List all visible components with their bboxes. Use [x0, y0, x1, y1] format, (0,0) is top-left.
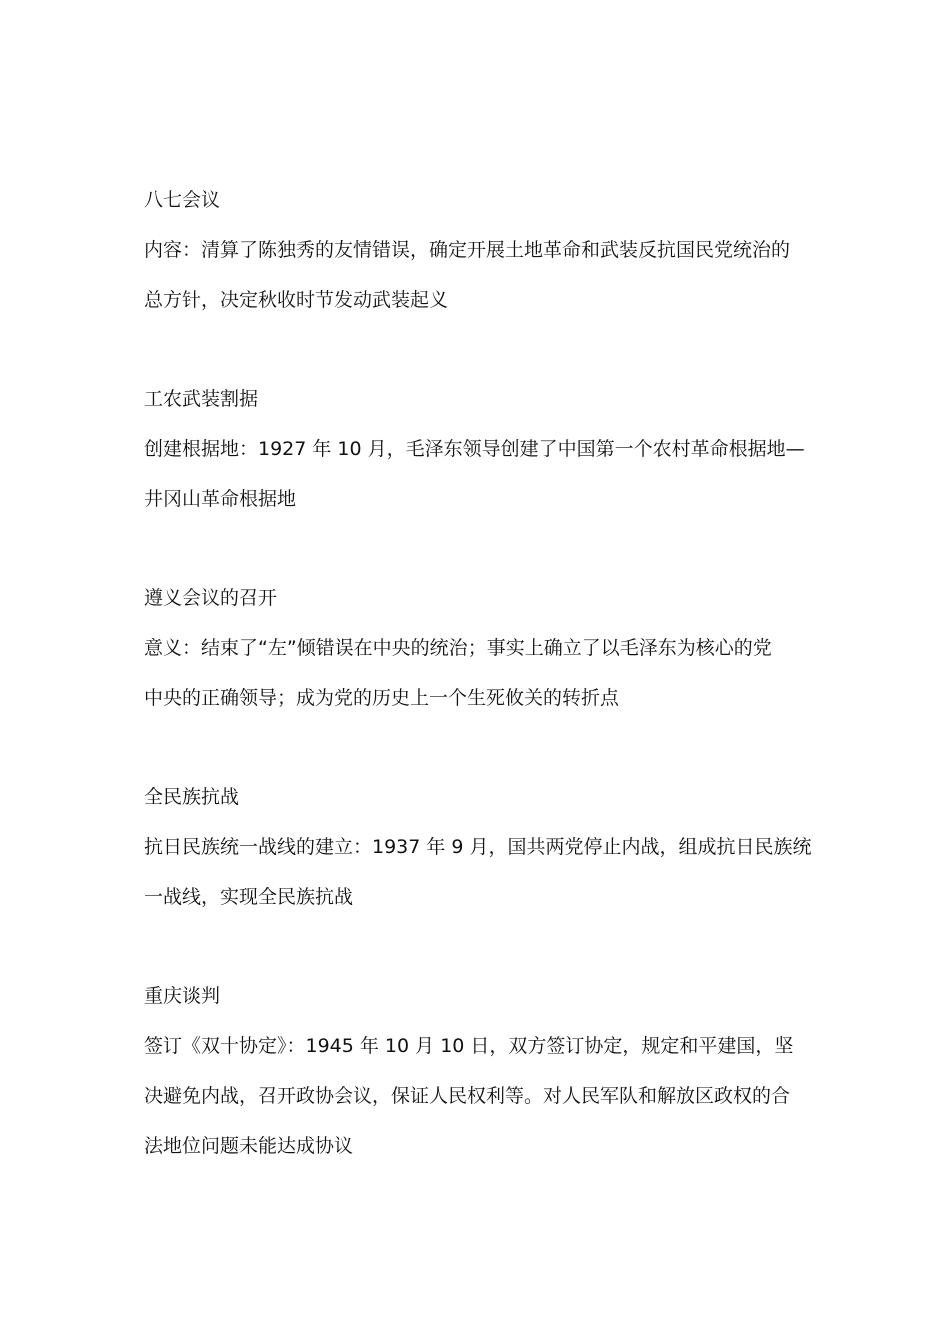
paragraph-line: 意义：结束了“左”倾错误在中央的统治；事实上确立了以毛泽东为核心的党 — [144, 637, 772, 659]
section-zunyi-meeting — [144, 573, 809, 723]
section-title: 工农武装割据 — [144, 388, 259, 410]
paragraph-line: 创建根据地：1927 年 10 月，毛泽东领导创建了中国第一个农村革命根据地— — [144, 438, 805, 460]
section-title: 全民族抗战 — [144, 786, 240, 808]
paragraph-line: 签订《双十协定》：1945 年 10 月 10 日，双方签订协定，规定和平建国，坚 — [144, 1035, 794, 1057]
section-bayi-meeting — [144, 175, 809, 325]
paragraph-line: 中央的正确领导；成为党的历史上一个生死攸关的转折点 — [144, 687, 620, 709]
paragraph-line: 抗日民族统一战线的建立：1937 年 9 月，国共两党停止内战，组成抗日民族统 — [144, 836, 812, 858]
section-national-resistance — [144, 772, 812, 922]
paragraph-line: 法地位问题未能达成协议 — [144, 1135, 354, 1157]
section-title: 遵义会议的召开 — [144, 587, 278, 609]
paragraph-line: 决避免内战，召开政协会议，保证人民权利等。对人民军队和解放区政权的合 — [144, 1085, 791, 1107]
section-title: 八七会议 — [144, 189, 221, 211]
section-armed-separatism — [144, 374, 809, 524]
section-chongqing-negotiation — [144, 971, 809, 1171]
paragraph-line: 一战线，实现全民族抗战 — [144, 886, 354, 908]
paragraph-line: 井冈山革命根据地 — [144, 488, 297, 510]
paragraph-line: 内容：清算了陈独秀的友情错误，确定开展土地革命和武装反抗国民党统治的 — [144, 239, 791, 261]
document-body — [144, 175, 812, 1220]
paragraph-line: 总方针，决定秋收时节发动武装起义 — [144, 289, 449, 311]
section-title: 重庆谈判 — [144, 985, 221, 1007]
